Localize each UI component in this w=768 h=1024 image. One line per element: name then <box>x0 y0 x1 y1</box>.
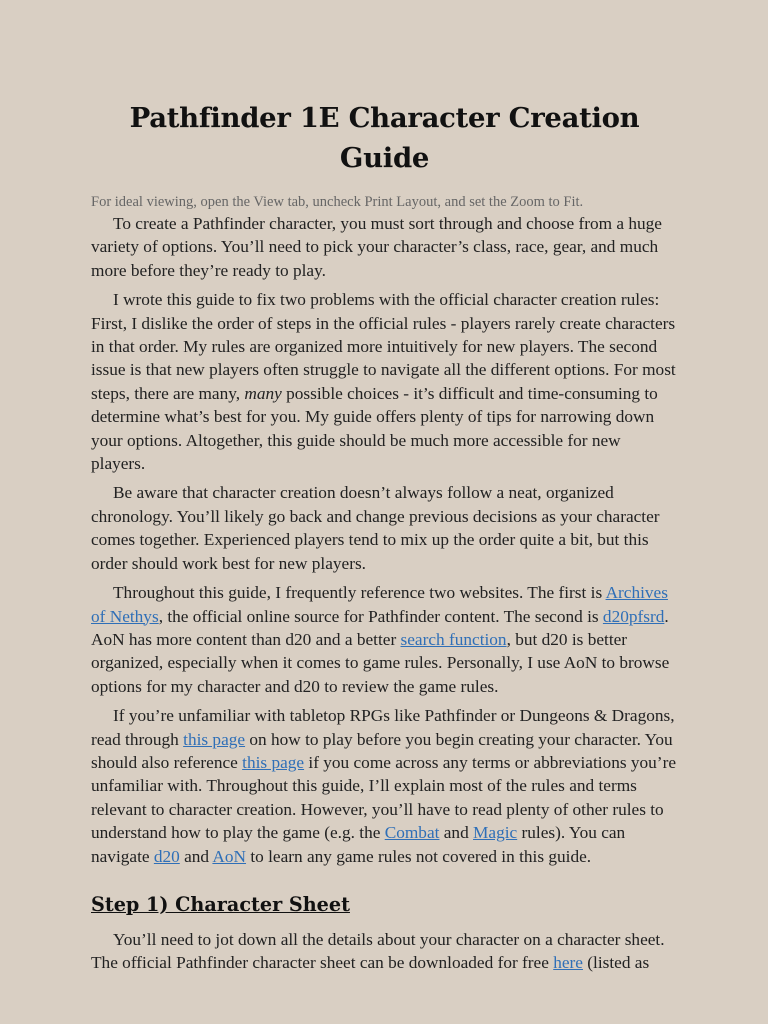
d20-link[interactable]: d20 <box>153 846 180 866</box>
search-function-link[interactable]: search function <box>400 629 507 649</box>
text-run: . AoN has more content than d20 and a better <box>91 606 669 649</box>
paragraph-intro: To create a Pathfinder character, you must sort through and choose from a huge variety of options. You’ll need to pick your character’s class, race, gear, and much more before they’re ready to play. <box>91 214 662 280</box>
text-run: , but d20 is better organized, especially when it comes to game rules. Personally, I use AoN to browse options for my character and d20 to review the game rules. <box>91 629 670 696</box>
text-run: if you come across any terms or abbreviations you’re unfamiliar with. Throughout this guide, I’ll explain most of the rules and terms relevant to character creation. However, you’ll have to read plenty of other rules to understand how to play the game (e.g. the <box>91 752 676 843</box>
viewing-hint: For ideal viewing, open the View tab, uncheck Print Layout, and set the Zoom to Fit. <box>91 194 584 210</box>
magic-link[interactable]: Magic <box>473 823 518 843</box>
glossary-link[interactable]: this page <box>242 752 305 772</box>
paragraph-character-sheet <box>91 928 678 975</box>
text-run: possible choices - it’s difficult and time-consuming to determine what’s best for you. My guide offers plenty of tips for narrowing down your options. Altogether, this guide should be much more accessible for new players. <box>91 383 658 474</box>
d20pfsrd-link[interactable]: d20pfsrd <box>602 606 665 626</box>
character-sheet-link[interactable]: here <box>553 953 583 973</box>
text-run: and <box>439 823 474 843</box>
step1-heading: Step 1) Character Sheet <box>91 892 350 916</box>
how-to-play-link[interactable]: this page <box>183 729 246 749</box>
emphasis-text: many <box>244 383 282 403</box>
text-run: If you’re unfamiliar with tabletop RPGs like Pathfinder or Dungeons & Dragons, read through <box>91 706 675 749</box>
text-run: Throughout this guide, I frequently reference two websites. The first is <box>113 583 606 603</box>
text-run: , the official online source for Pathfinder content. The second is <box>158 606 603 626</box>
aon-link[interactable]: AoN <box>212 846 247 866</box>
paragraph-websites <box>91 581 678 698</box>
text-run: rules). You can navigate <box>91 823 626 866</box>
archives-of-nethys-link[interactable]: Archives of Nethys <box>91 583 668 626</box>
paragraph-unfamiliar <box>91 704 678 868</box>
text-run: and <box>179 846 213 866</box>
text-run: You’ll need to jot down all the details about your character on a character sheet. The official Pathfinder character sheet can be downloaded for free <box>91 929 665 973</box>
paragraph-chronology: Be aware that character creation doesn’t always follow a neat, organized chronology. You’ll likely go back and change previous decisions as your character comes together. Experienced players tend to mix up the order quite a bit, but this order should work best for new players. <box>91 483 660 573</box>
text-run: to learn any game rules not covered in this guide. <box>246 846 592 866</box>
document-title: Pathfinder 1E Character Creation Guide <box>129 102 640 174</box>
text-run: (listed as <box>582 953 650 973</box>
combat-link[interactable]: Combat <box>384 823 440 843</box>
text-run: I wrote this guide to fix two problems with the official character creation rules: First, I dislike the order of steps in the official rules - players rarely create characters in that order. My rules are organized more intuitively for new players. The second issue is that new players often struggle to navigate all the different options. For most steps, there are many, <box>91 290 676 403</box>
text-run: on how to play before you begin creating your character. You should also reference <box>91 729 673 772</box>
paragraph-purpose <box>91 288 678 475</box>
